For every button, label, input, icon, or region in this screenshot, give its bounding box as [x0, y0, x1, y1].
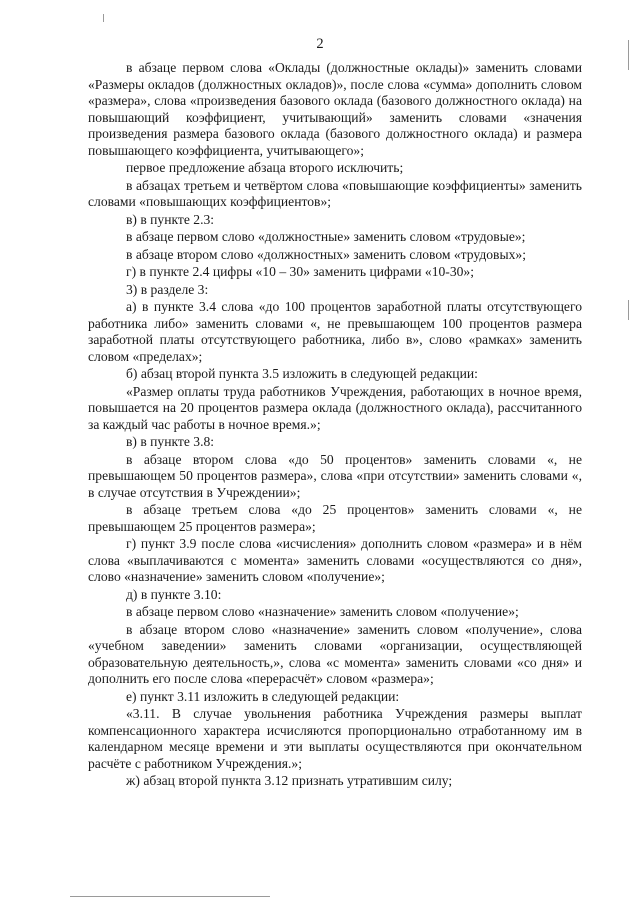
paragraph: в) в пункте 3.8:: [126, 434, 215, 449]
document-body: [88, 60, 582, 790]
paragraph: в абзаце первом слова «Оклады (должностные оклады)» заменить словами «Размеры окладов (должностных окладов)», после слова «сумма» дополнить словом «размера», слова «произведения базового оклада (базового должностного оклада) на повышающий коэффициент, учитывающий» заменить словами «значения произведения размера базового оклада (базового должностного оклада) и размера повышающего коэффициента, учитывающего»;: [88, 60, 582, 158]
paragraph: 3) в разделе 3:: [126, 281, 209, 297]
paragraph: в абзаце втором слово «назначение» заменить словом «получение», слова «учебном заведении» заменить словами «организации, осуществляющей образовательную деятельность,», слова «с момента» заменить словами «со дня» и дополнить его после слова «перерасчёт» словом «размера»;: [88, 621, 582, 686]
paragraph: а) в пункте 3.4 слова «до 100 процентов заработной платы отсутствующего работника либо» заменить словами «, не превышающем 100 процентов размера заработной платы отсутствующего работника, либо в», слово «рамках» заменить словом «пределах»;: [88, 299, 582, 364]
paragraph: е) пункт 3.11 изложить в следующей редакции:: [126, 688, 400, 704]
paragraph: г) пункт 3.9 после слова «исчисления» дополнить словом «размера» и в нём слова «выплачиваются с момента» заменить словами «осуществляются со дня», слово «назначение» заменить словом «получение»;: [88, 536, 582, 584]
paragraph: б) абзац второй пункта 3.5 изложить в следующей редакции:: [126, 366, 478, 381]
scan-artifact: [70, 896, 270, 897]
paragraph: «Размер оплаты труда работников Учреждения, работающих в ночное время, повышается на 20 процентов размера оклада (должностного оклада), рассчитанного за каждый час работы в ночное время.»;: [88, 383, 582, 432]
paragraph: первое предложение абзаца второго исключить;: [126, 160, 404, 175]
paragraph: в абзаце втором слово «должностных» заменить словом «трудовых»;: [126, 246, 526, 262]
paragraph: г) в пункте 2.4 цифры «10 – 30» заменить цифрами «10-30»;: [126, 264, 474, 279]
paragraph: «3.11. В случае увольнения работника Учреждения размеры выплат компенсационного характера исчисляются пропорционально отработанному им в календарном месяце времени и эти выплаты осуществляются при окончательном расчёте с работником Учреждения.»;: [88, 706, 582, 771]
paragraph: д) в пункте 3.10:: [126, 586, 222, 602]
scan-artifact: [103, 14, 104, 22]
page-number: 2: [316, 36, 324, 52]
paragraph: в абзацах третьем и четвёртом слова «повышающие коэффициенты» заменить словами «повышающих коэффициентов»;: [88, 177, 582, 209]
scan-artifact: [628, 40, 629, 70]
paragraph: ж) абзац второй пункта 3.12 признать утратившим силу;: [126, 773, 453, 788]
paragraph: в абзаце первом слово «назначение» заменить словом «получение»;: [126, 604, 519, 619]
paragraph: в абзаце третьем слова «до 25 процентов» заменить словами «, не превышающем 25 процентов размера»;: [88, 502, 582, 534]
scan-artifact: [628, 300, 629, 320]
paragraph: в абзаце втором слова «до 50 процентов» заменить словами «, не превышающем 50 процентов размера», слова «при отсутствии» заменить словами «, в случае отсутствия в Учреждении»;: [88, 451, 582, 500]
paragraph: в абзаце первом слово «должностные» заменить словом «трудовые»;: [126, 229, 526, 244]
paragraph: в) в пункте 2.3:: [126, 211, 215, 227]
